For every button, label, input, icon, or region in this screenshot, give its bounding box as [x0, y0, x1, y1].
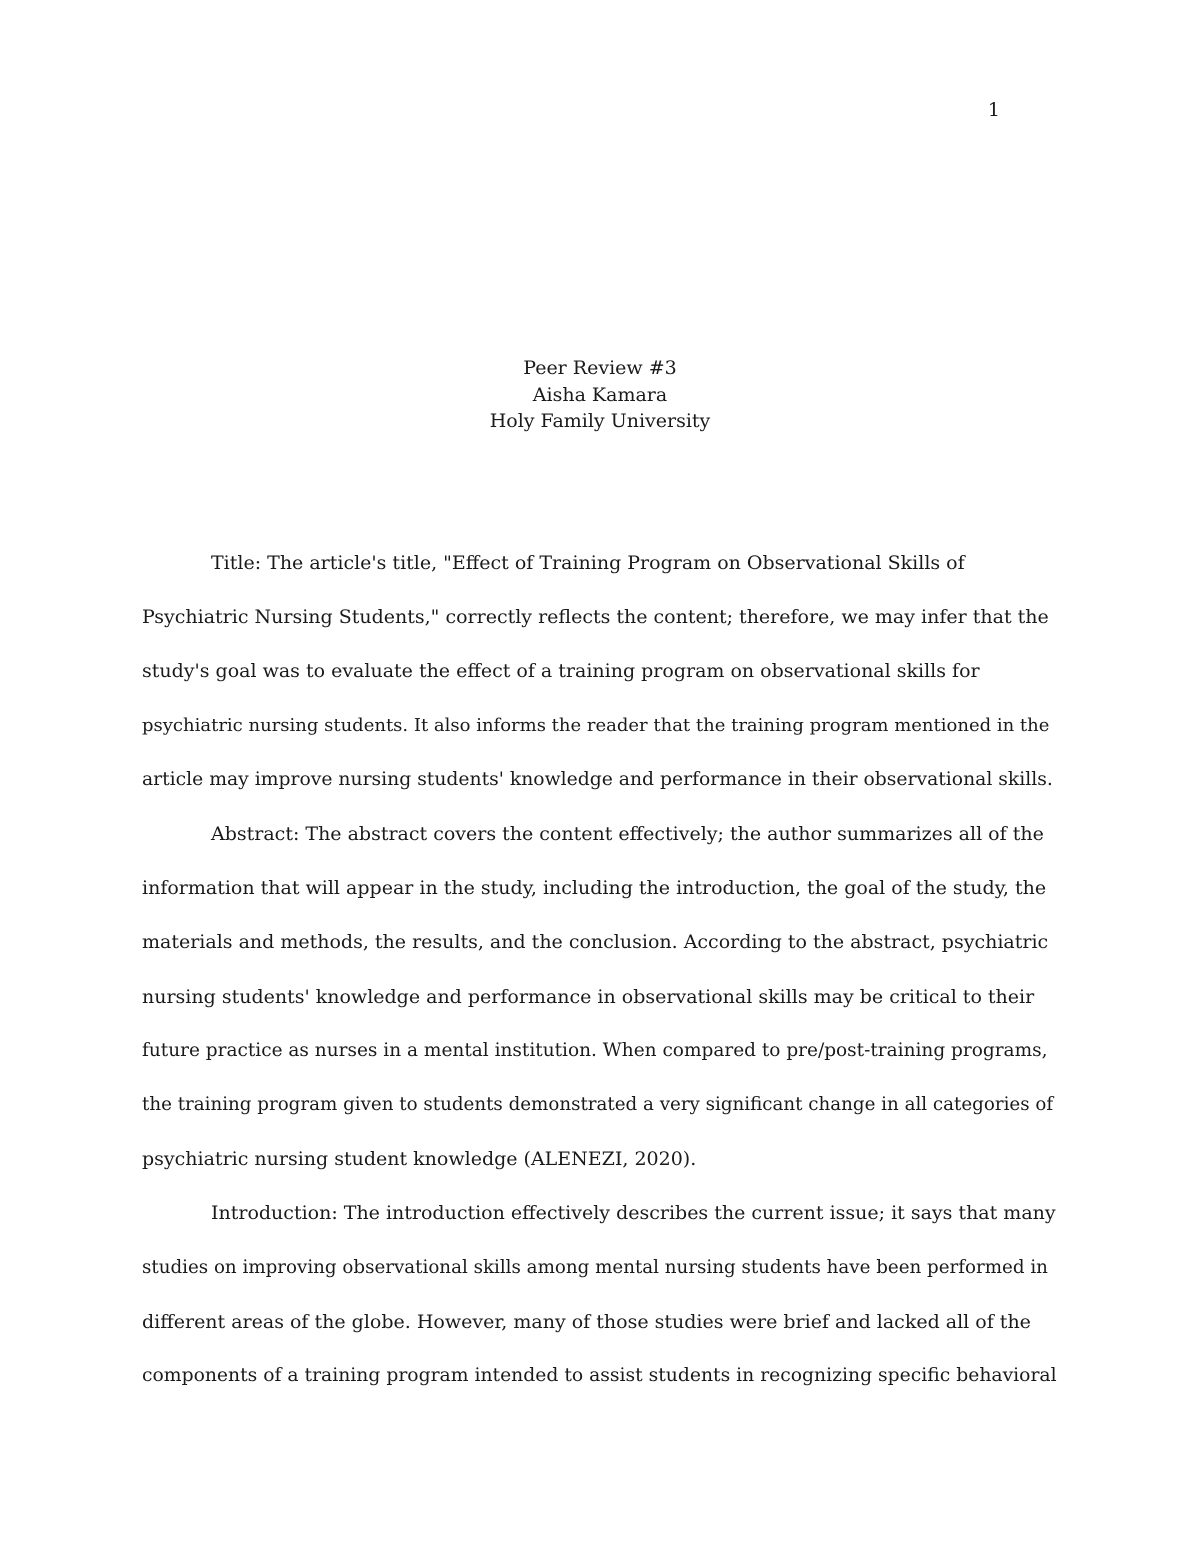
paragraph-line: information that will appear in the study, including the introduction, the goal of the study, the	[142, 877, 1047, 900]
paragraph-line: nursing students' knowledge and performance in observational skills may be critical to their	[142, 985, 1035, 1008]
body-text	[142, 536, 1058, 1403]
paragraph-line: the training program given to students demonstrated a very significant change in all categories of	[142, 1094, 1054, 1116]
paragraph-line: components of a training program intended to assist students in recognizing specific behavioral	[142, 1365, 1057, 1387]
paragraph-line: study's goal was to evaluate the effect of a training program on observational skills for	[142, 660, 980, 683]
paragraph-line: materials and methods, the results, and the conclusion. According to the abstract, psychiatric	[142, 931, 1049, 954]
paragraph-line: article may improve nursing students' knowledge and performance in their observational skills.	[142, 768, 1053, 790]
paragraph-line: Abstract: The abstract covers the content effectively; the author summarizes all of the	[211, 823, 1044, 846]
paper-title: Peer Review #3	[523, 357, 677, 379]
paragraph-line: different areas of the globe. However, many of those studies were brief and lacked all of the	[142, 1310, 1031, 1333]
paragraph-line: Introduction: The introduction effectively describes the current issue; it says that many	[211, 1202, 1056, 1225]
paragraph-line: psychiatric nursing student knowledge (ALENEZI, 2020).	[142, 1148, 697, 1171]
paragraph-title-review	[142, 536, 1058, 807]
paragraph-line: Psychiatric Nursing Students," correctly reflects the content; therefore, we may infer that the	[142, 606, 1049, 629]
author-name: Aisha Kamara	[532, 383, 668, 406]
institution-name: Holy Family University	[489, 410, 711, 432]
paragraph-line: Title: The article's title, "Effect of Training Program on Observational Skills of	[211, 552, 965, 574]
paragraph-introduction-review	[142, 1186, 1058, 1403]
paragraph-line: psychiatric nursing students. It also informs the reader that the training program mentioned in the	[142, 714, 1050, 736]
paragraph-abstract-review	[142, 807, 1058, 1186]
paragraph-line: studies on improving observational skills among mental nursing students have been performed in	[142, 1256, 1048, 1278]
page-number: 1	[987, 99, 1000, 121]
title-block	[0, 355, 1200, 435]
paragraph-line: future practice as nurses in a mental institution. When compared to pre/post-training programs,	[142, 1039, 1048, 1061]
